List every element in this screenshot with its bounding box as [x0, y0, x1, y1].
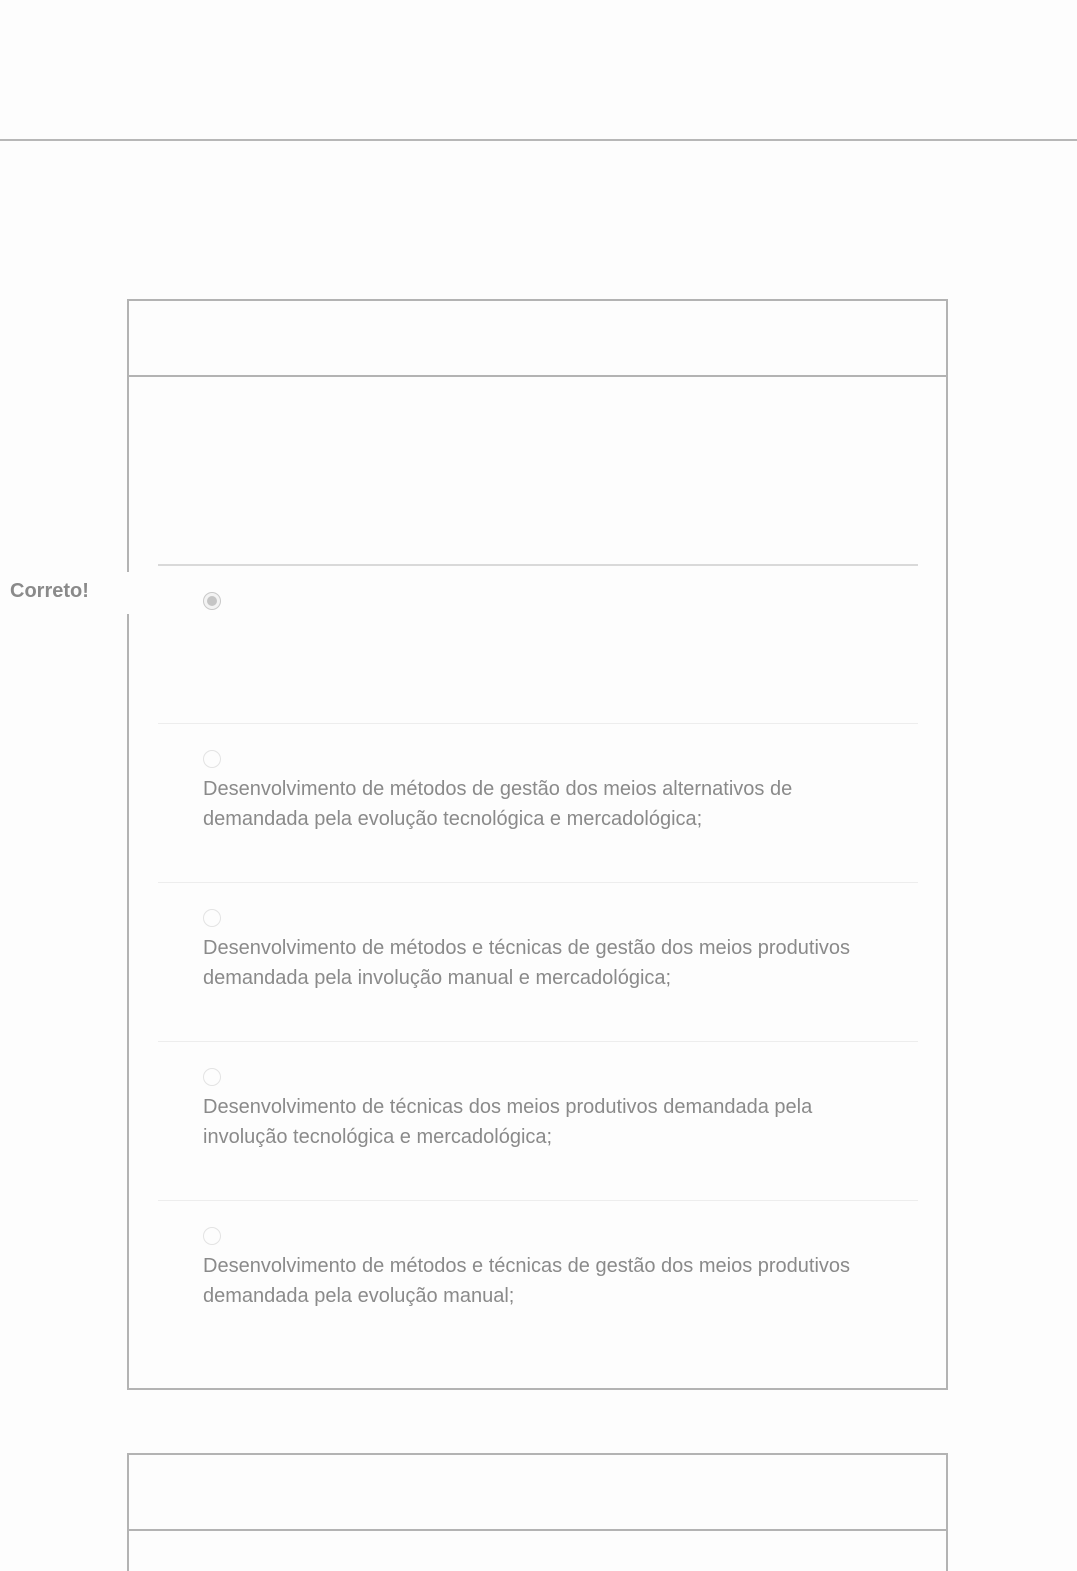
answer-text-2: Desenvolvimento de métodos de gestão dos meios alternativos de demandada pela evolução tecnológica e mercadológica;: [203, 778, 793, 830]
top-divider: [0, 139, 1077, 141]
answer-text-4: Desenvolvimento de técnicas dos meios produtivos demandada pela involução tecnológica e mercadológica;: [203, 1096, 813, 1148]
answer-option-1[interactable]: [158, 564, 918, 722]
answer-radio-1[interactable]: [203, 592, 221, 610]
next-question-card: [127, 1453, 948, 1571]
answer-option-5[interactable]: [158, 1200, 918, 1358]
answer-option-3[interactable]: [158, 882, 918, 1040]
answer-option-2[interactable]: [158, 723, 918, 881]
correct-label: Correto!: [10, 580, 89, 602]
next-question-header: [129, 1455, 946, 1531]
answer-text-5: Desenvolvimento de métodos e técnicas de gestão dos meios produtivos demandada pela evolução manual;: [203, 1255, 851, 1307]
answer-radio-3[interactable]: [203, 909, 221, 927]
answer-option-4[interactable]: [158, 1041, 918, 1199]
answer-radio-4[interactable]: [203, 1068, 221, 1086]
answer-radio-5[interactable]: [203, 1227, 221, 1245]
question-header: [129, 301, 946, 377]
answer-text-3: Desenvolvimento de métodos e técnicas de gestão dos meios produtivos demandada pela involução manual e mercadológica;: [203, 937, 851, 989]
answer-radio-2[interactable]: [203, 750, 221, 768]
